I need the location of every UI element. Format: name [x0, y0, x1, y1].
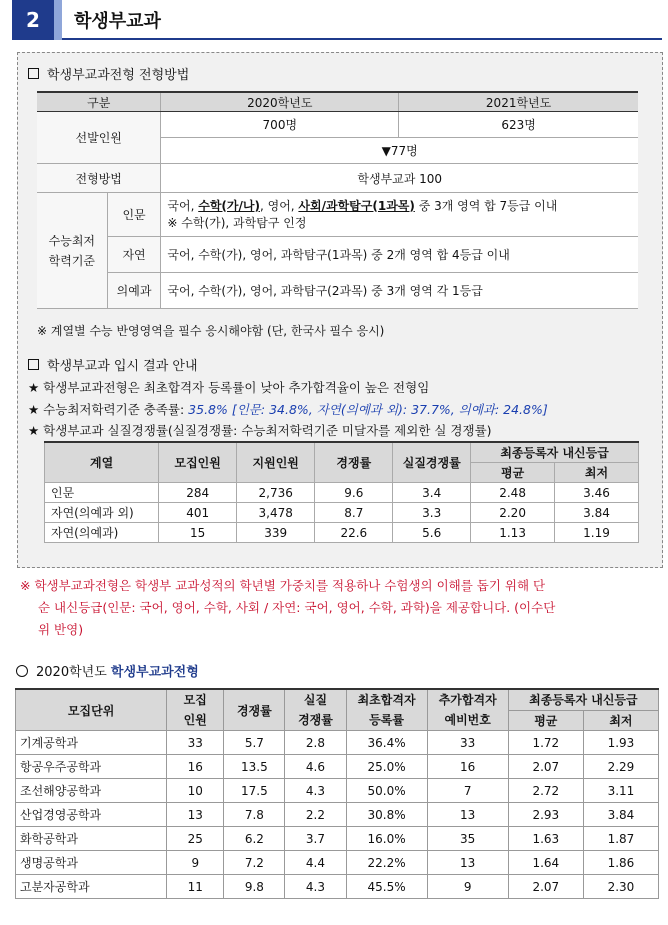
- cell: 2.29: [583, 755, 658, 779]
- cell: 3,478: [237, 503, 315, 523]
- cell: 9.8: [224, 875, 285, 899]
- cell: 2.93: [508, 803, 583, 827]
- cell: 2.48: [471, 483, 555, 503]
- cell: 2.30: [583, 875, 658, 899]
- cell: 13.5: [224, 755, 285, 779]
- cell: 50.0%: [346, 779, 427, 803]
- col-header: 최종등록자 내신등급: [508, 689, 658, 710]
- cell: 22.6: [315, 523, 393, 543]
- table-row: [16, 875, 659, 899]
- cell: 2.07: [508, 755, 583, 779]
- cell: 22.2%: [346, 851, 427, 875]
- cell: 4.3: [285, 875, 346, 899]
- cell: 35: [427, 827, 508, 851]
- subsection-title-method: 학생부교과전형 전형방법: [28, 64, 189, 83]
- red-note-line: 위 반영): [38, 622, 84, 637]
- department-name: 조선해양공학과: [16, 779, 167, 803]
- col-header: 모집인원: [159, 442, 237, 483]
- table-row: [45, 523, 639, 543]
- cell: 3.7: [285, 827, 346, 851]
- cell: 3.46: [555, 483, 639, 503]
- department-name: 항공우주공학과: [16, 755, 167, 779]
- cell: 15: [159, 523, 237, 543]
- circle-bullet-icon: [16, 665, 28, 677]
- cell: 16.0%: [346, 827, 427, 851]
- section-header: [12, 0, 662, 40]
- cell: 13: [427, 851, 508, 875]
- cell: 30.8%: [346, 803, 427, 827]
- cell: 2.07: [508, 875, 583, 899]
- cell: 자연(의예과 외): [45, 503, 159, 523]
- cell: 3.4: [393, 483, 471, 503]
- method-note: ※ 계열별 수능 반영영역을 필수 응시해야함 (단, 한국사 필수 응시): [37, 324, 385, 338]
- selection-diff: ▼77명: [161, 138, 638, 164]
- selection-label: 선발인원: [37, 112, 161, 164]
- track-label: 인문: [107, 193, 161, 237]
- cell: 4.6: [285, 755, 346, 779]
- col-header: 최종등록자 내신등급: [471, 442, 639, 463]
- col-header: 추가합격자 예비번호: [427, 689, 508, 731]
- cell: 1.19: [555, 523, 639, 543]
- cell: 2.72: [508, 779, 583, 803]
- table-row: [16, 755, 659, 779]
- department-name: 산업경영공학과: [16, 803, 167, 827]
- method-table: [37, 91, 638, 309]
- cell: 1.93: [583, 731, 658, 755]
- cell: 2.20: [471, 503, 555, 523]
- cell: 339: [237, 523, 315, 543]
- track-criteria: 국어, 수학(가), 영어, 과학탐구(1과목) 중 2개 영역 합 4등급 이내: [161, 237, 638, 273]
- header-underline: [62, 38, 662, 40]
- cell: 401: [159, 503, 237, 523]
- col-header: 최초합격자 등록률: [346, 689, 427, 731]
- cell: 8.7: [315, 503, 393, 523]
- table-row: [16, 731, 659, 755]
- bullet-registration: ★ 학생부교과전형은 최초합격자 등록률이 낮아 추가합격율이 높은 전형임: [28, 380, 430, 395]
- min-standard-label: 수능최저 학력기준: [37, 193, 107, 309]
- department-name: 생명공학과: [16, 851, 167, 875]
- method-label: 전형방법: [37, 164, 161, 193]
- cell: 5.7: [224, 731, 285, 755]
- square-bullet-icon: [28, 359, 39, 370]
- cell: 16: [427, 755, 508, 779]
- sub-header: 최저: [555, 463, 639, 483]
- red-note-line: 순 내신등급(인문: 국어, 영어, 수학, 사회 / 자연: 국어, 영어, 수학, 과학)을 제공합니다. (이수단: [38, 600, 556, 615]
- cell: 36.4%: [346, 731, 427, 755]
- col-header: 경쟁률: [315, 442, 393, 483]
- cell: 284: [159, 483, 237, 503]
- method-value: 학생부교과 100: [161, 164, 638, 193]
- col-header: 실질 경쟁률: [285, 689, 346, 731]
- cell: 2,736: [237, 483, 315, 503]
- cell: 7: [427, 779, 508, 803]
- selection-2020: 700명: [161, 112, 399, 138]
- section-title: 학생부교과: [74, 11, 161, 32]
- cell: 17.5: [224, 779, 285, 803]
- cell: 33: [167, 731, 224, 755]
- cell: 인문: [45, 483, 159, 503]
- table-row: [16, 803, 659, 827]
- col-header: 경쟁률: [224, 689, 285, 731]
- col-header: 실질경쟁률: [393, 442, 471, 483]
- bullet-competition: ★ 학생부교과 실질경쟁률(실질경쟁률: 수능최저학력기준 미달자를 제외한 실 경쟁률): [28, 423, 492, 438]
- red-note-line: ※ 학생부교과전형은 학생부 교과성적의 학년별 가중치를 적용하나 수험생의 이해를 돕기 위해 단: [20, 578, 546, 593]
- cell: 3.3: [393, 503, 471, 523]
- bullet-satisfaction: ★ 수능최저학력기준 충족률: 35.8% [인문: 34.8%, 자연(의예과 외): 37.7%, 의예과: 24.8%]: [28, 402, 548, 417]
- col-header: 2020학년도: [161, 92, 399, 112]
- cell: 9: [167, 851, 224, 875]
- cell: 2.2: [285, 803, 346, 827]
- cell: 13: [427, 803, 508, 827]
- cell: 5.6: [393, 523, 471, 543]
- table-row: [16, 851, 659, 875]
- col-header: 지원인원: [237, 442, 315, 483]
- col-header: 구분: [37, 92, 161, 112]
- cell: 10: [167, 779, 224, 803]
- cell: 1.87: [583, 827, 658, 851]
- col-header: 2021학년도: [399, 92, 638, 112]
- square-bullet-icon: [28, 68, 39, 79]
- department-name: 고분자공학과: [16, 875, 167, 899]
- subsection-title-2020: 2020학년도 학생부교과전형: [16, 661, 199, 680]
- cell: 45.5%: [346, 875, 427, 899]
- department-name: 기계공학과: [16, 731, 167, 755]
- track-label: 자연: [107, 237, 161, 273]
- cell: 25.0%: [346, 755, 427, 779]
- cell: 4.4: [285, 851, 346, 875]
- sub-header: 최저: [583, 710, 658, 731]
- cell: 7.8: [224, 803, 285, 827]
- cell: 13: [167, 803, 224, 827]
- table-row: [45, 483, 639, 503]
- cell: 16: [167, 755, 224, 779]
- cell: 33: [427, 731, 508, 755]
- sub-header: 평균: [471, 463, 555, 483]
- cell: 3.84: [583, 803, 658, 827]
- cell: 자연(의예과): [45, 523, 159, 543]
- cell: 1.86: [583, 851, 658, 875]
- table-row: [16, 779, 659, 803]
- competition-table: [44, 441, 639, 543]
- track-criteria: 국어, 수학(가), 영어, 과학탐구(2과목) 중 3개 영역 각 1등급: [161, 273, 638, 309]
- cell: 25: [167, 827, 224, 851]
- cell: 6.2: [224, 827, 285, 851]
- col-header: 모집 인원: [167, 689, 224, 731]
- cell: 9.6: [315, 483, 393, 503]
- table-row: [16, 827, 659, 851]
- col-header: 모집단위: [16, 689, 167, 731]
- department-results-table: [15, 688, 659, 899]
- subsection-title-results: 학생부교과 입시 결과 안내: [28, 355, 198, 374]
- cell: 1.63: [508, 827, 583, 851]
- cell: 3.84: [555, 503, 639, 523]
- track-criteria: 국어, 수학(가/나), 영어, 사회/과학탐구(1과목) 중 3개 영역 합 7등급 이내 ※ 수학(가), 과학탐구 인정: [161, 193, 638, 237]
- cell: 11: [167, 875, 224, 899]
- cell: 9: [427, 875, 508, 899]
- cell: 4.3: [285, 779, 346, 803]
- cell: 1.72: [508, 731, 583, 755]
- col-header: 계열: [45, 442, 159, 483]
- table-row: [45, 503, 639, 523]
- cell: 2.8: [285, 731, 346, 755]
- track-label: 의예과: [107, 273, 161, 309]
- section-number: 2: [12, 0, 54, 40]
- cell: 7.2: [224, 851, 285, 875]
- department-name: 화학공학과: [16, 827, 167, 851]
- sub-header: 평균: [508, 710, 583, 731]
- cell: 1.13: [471, 523, 555, 543]
- selection-2021: 623명: [399, 112, 638, 138]
- cell: 3.11: [583, 779, 658, 803]
- cell: 1.64: [508, 851, 583, 875]
